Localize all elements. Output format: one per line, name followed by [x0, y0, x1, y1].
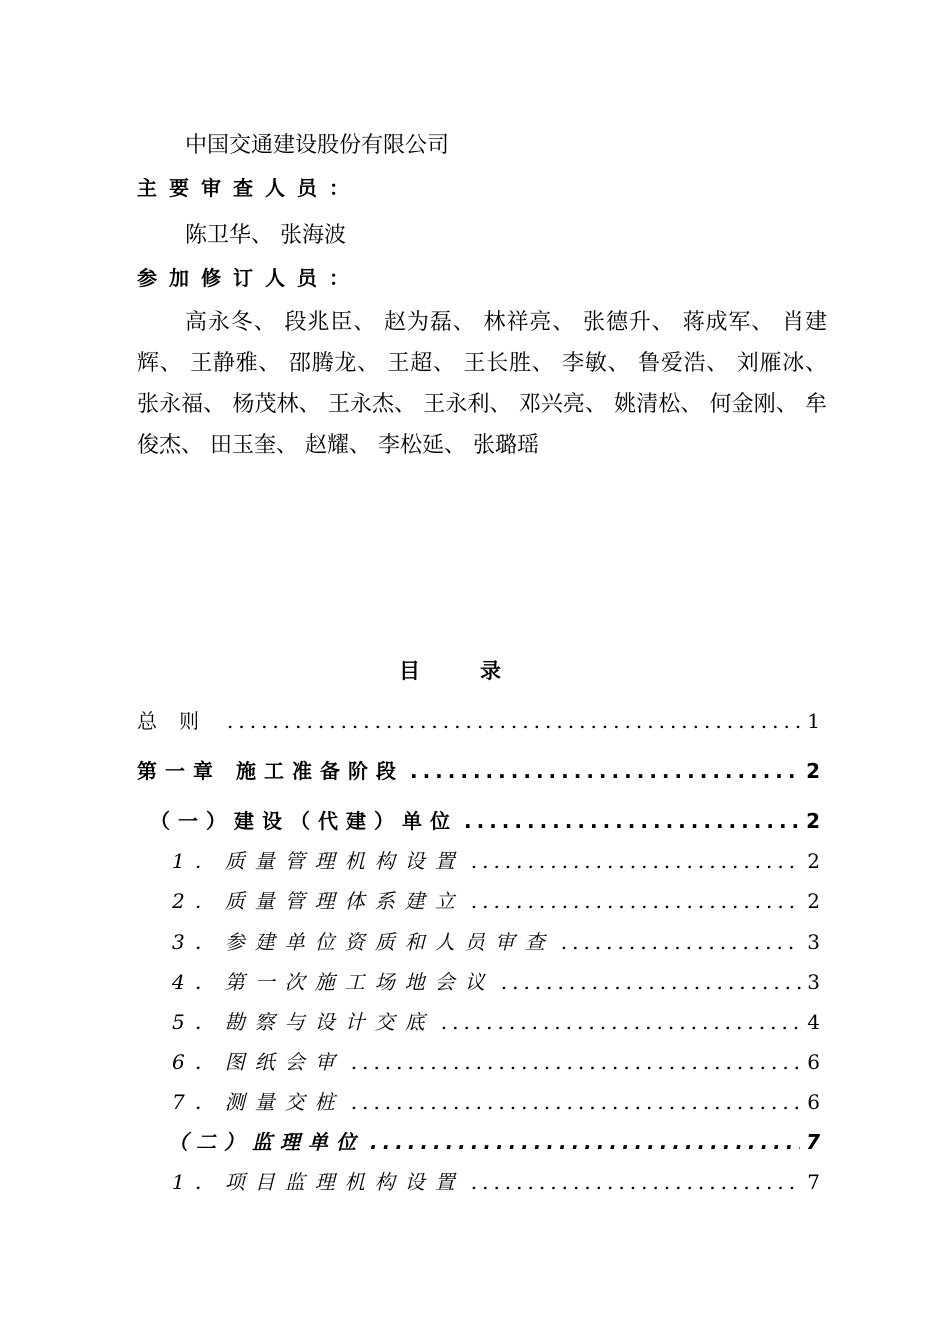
revise-heading: 参加修订人员： [137, 266, 361, 290]
toc-entry-label: 第一章 施工准备阶段 [137, 759, 404, 783]
toc-entry-page: 4 [807, 1010, 820, 1034]
toc-entry[interactable] [172, 1046, 820, 1075]
toc-entry-page: 6 [807, 1090, 820, 1114]
company-name: 中国交通建设股份有限公司 [185, 133, 450, 158]
reviewer-names: 陈卫华、 张海波 [185, 223, 346, 248]
reviser-names: 高永冬、 段兆臣、 赵为磊、 林祥亮、 张德升、 蒋成军、 肖建辉、 王静雅、 邵腾龙、 王超、 王长胜、 李敏、 鲁爱浩、 刘雁冰、 张永福、 杨茂林、 王永杰、 王永利、 邓兴亮、 姚清松、 何金刚、 牟俊杰、 田玉奎、 赵耀、 李松延、 张璐瑶 [137, 310, 827, 458]
toc-leader [441, 1010, 802, 1034]
toc-entry[interactable] [137, 755, 820, 784]
toc-entry-label: （二）监理单位 [168, 1130, 364, 1154]
toc-entry[interactable] [172, 926, 820, 955]
toc-entry-page: 3 [807, 930, 820, 954]
toc-entry-label: 2．质量管理体系建立 [172, 889, 465, 913]
toc-leader [464, 809, 800, 833]
toc-entry-page: 2 [807, 889, 820, 913]
toc-entry-page: 7 [807, 1170, 820, 1194]
toc-entry[interactable] [172, 966, 820, 995]
toc-entry-label: 1．项目监理机构设置 [172, 1170, 465, 1194]
toc-leader [370, 1130, 800, 1154]
toc-leader [351, 1050, 802, 1074]
toc-entry-label: 4．第一次施工场地会议 [172, 970, 495, 994]
toc-entry[interactable] [137, 705, 820, 734]
toc-title: 目录 [399, 659, 561, 683]
toc-entry-label: 7．测量交桩 [172, 1090, 345, 1114]
toc-entry-label: （一）建设（代建）单位 [150, 809, 458, 833]
toc-entry[interactable] [168, 1126, 820, 1155]
toc-entry-page: 6 [807, 1050, 820, 1074]
toc-leader [561, 930, 802, 954]
toc-entry-page: 2 [806, 759, 820, 783]
toc-leader [501, 970, 802, 994]
toc-entry-page: 1 [807, 709, 820, 733]
toc-entry-label: 总则 [137, 709, 221, 733]
toc-entry[interactable] [172, 885, 820, 914]
toc-entry-page: 2 [806, 809, 820, 833]
toc-entry[interactable] [172, 845, 820, 874]
toc-leader [471, 849, 802, 873]
toc-leader [227, 709, 801, 733]
toc-entry-label: 6．图纸会审 [172, 1050, 345, 1074]
toc-leader [471, 889, 802, 913]
toc-entry-page: 2 [807, 849, 820, 873]
toc-entry-label: 3．参建单位资质和人员审查 [172, 930, 555, 954]
toc-leader [410, 759, 800, 783]
toc-entry[interactable] [172, 1166, 820, 1195]
toc-entry-page: 3 [807, 970, 820, 994]
toc-entry-label: 1．质量管理机构设置 [172, 849, 465, 873]
toc-entry-label: 5．勘察与设计交底 [172, 1010, 435, 1034]
toc-leader [471, 1170, 802, 1194]
toc-entry-page: 7 [806, 1130, 820, 1154]
toc-leader [351, 1090, 802, 1114]
toc-entry[interactable] [172, 1086, 820, 1115]
toc-entry[interactable] [172, 1006, 820, 1035]
review-heading: 主要审查人员： [137, 176, 361, 200]
toc-entry[interactable] [150, 805, 820, 834]
